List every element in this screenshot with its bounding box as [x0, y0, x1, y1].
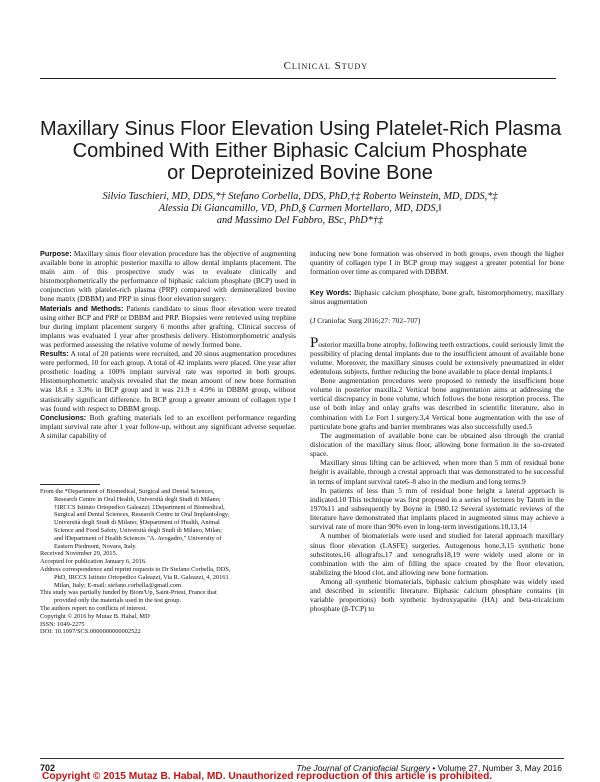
- abstract-methods: [40, 304, 296, 349]
- introduction: [310, 334, 564, 614]
- abstract-purpose: [40, 249, 296, 304]
- intro-text: osterior maxilla bone atrophy, following teeth extractions, could seriously limit the possibility of placing dental implants due to the insufficient amount of available bone volume. Moreover, the maxillary sinuses could be extensively pneumatized in elder edentulous subjects, further reducing the bone available to place dental implants.1: [310, 339, 564, 376]
- footnote-line: Copyright © 2016 by Mutaz B. Habal, MD: [40, 612, 150, 620]
- authors-line-2: Alessia Di Giancamillo, VD, PhD,§ Carmen Mortellaro, MD, DDS,‖: [158, 203, 442, 214]
- intro-paragraph-3: The augmentation of available bone can be obtained also through the cranial dislocation of the maxillary sinus floor, allowing bone formation in the so-created space.: [310, 430, 564, 459]
- footnote-line: The authors report no conflicts of interest.: [40, 604, 147, 612]
- footnote-line: From the *Department of Biomedical, Surgical and Dental Sciences,: [40, 488, 215, 495]
- footnote-line: provided only the materials used in the test group.: [54, 597, 182, 605]
- intro-paragraph-5: In patients of less than 5 mm of residual bone height a lateral approach is indicated.10 This technique was first proposed in a series of lectures by Tatum in the 1970s11 and subsequently by Boyne in 1980.12 Several systematic reviews of the literature have demonstrated that implants placed in augmented sinus may achieve a survival rate of more than 90% even in long-term investigations.10,13,14: [310, 485, 564, 532]
- intro-paragraph-7: Among all synthetic biomaterials, biphasic calcium phosphate was widely used and described in scientific literature. Biphasic calcium phosphate contains (in variable proportions) both synthetic hydroxyapatite (HA) and beta-tricalcium phosphate (β-TCP) to: [310, 577, 564, 614]
- abstract-conclusions: [40, 413, 296, 440]
- abstract-continuation: inducing new bone formation was observed in both groups, even though the higher quantity of collagen type I in BCP group may suggest a greater potential for bone formation over time as compared with DBBM.: [310, 249, 564, 277]
- author-list: [40, 191, 560, 227]
- keywords-label: Key Words:: [310, 288, 352, 298]
- footnote-line: This study was partially funded by Biom'Up, Saint-Priest, France that: [40, 589, 217, 597]
- footnote-line: Address correspondence and reprint requests to Dr Stefano Corbella, DDS,: [40, 565, 231, 573]
- footnote-line: Milan, Italy; E-mail: stefano.corbella@gmail.com: [54, 581, 182, 589]
- conclusions-label: Conclusions:: [40, 412, 87, 422]
- purpose-label: Purpose:: [40, 249, 72, 258]
- drop-cap: P: [310, 334, 319, 351]
- footnote-line: †IRCCS Istituto Ortopedico Galeazzi; ‡Department of Biomedical,: [54, 503, 225, 511]
- authors-line-1: Silvio Taschieri, MD, DDS,*† Stefano Corbella, DDS, PhD,†‡ Roberto Weinstein, MD, DDS,*‡: [102, 191, 498, 202]
- results-text: A total of 20 patients were recruited, and 20 sinus augmentation procedures were performed, 10 for each group. A total of 42 implants were placed. One year after prosthetic loading a 100% implant survival rate was reported in both groups. Histomorphometric analysis revealed that the mean amount of new bone formation was 18.6 ± 3.3% in BCP group and it was 21.9 ± 4.9% in DBBM group, without statistically significant difference. In BCP group a greater amount of collagen type I was found with respect to DBBM group.: [40, 349, 296, 413]
- journal-issue: • Volume 27, Number 3, May 2016: [430, 763, 562, 773]
- title-line-1: Maxillary Sinus Floor Elevation Using Platelet-Rich Plasma: [40, 118, 562, 140]
- journal-citation: (J Craniofac Surg 2016;27: 702–707): [310, 316, 421, 326]
- right-column: [310, 249, 564, 614]
- section-divider: [40, 78, 556, 79]
- abstract-results: [40, 349, 296, 413]
- purpose-text: Maxillary sinus floor elevation procedure has the objective of augmenting available bone in atrophic posterior maxilla to allow dental implants placement. The main aim of this prospective study was to evaluate clinically and histomorphometrically the performance of biphasic calcium phosphate (BCP) used in conjunction with platelet-rich plasma (PRP) compared with demineralized bovine bone matrix (DBBM) and PRP in sinus floor elevation surgery.: [40, 249, 296, 304]
- footnote-line: Research Centre in Oral Health, Università degli Studi di Milano;: [54, 495, 221, 503]
- methods-label: Materials and Methods:: [40, 303, 124, 313]
- footnotes: [40, 488, 296, 636]
- results-label: Results:: [40, 349, 69, 359]
- footnote-line: DOI: 10.1097/SCS.0000000000002522: [40, 628, 141, 636]
- page-number: 702: [40, 763, 56, 773]
- title-line-3: or Deproteinized Bovine Bone: [167, 162, 433, 184]
- footnote-line: Accepted for publication January 6, 2016.: [40, 558, 147, 566]
- section-label: Clinical Study: [283, 60, 368, 72]
- footnote-line: Surgical and Dental Sciences, Research Centre in Oral Implantology,: [54, 511, 230, 519]
- footnote-line: PhD, IRCCS Istituto Ortopedico Galeazzi, Via R. Galeazzi, 4, 20161: [54, 573, 229, 581]
- copyright-notice: Copyright © 2015 Mutaz B. Habal, MD. Unauthorized reproduction of this article is prohibited.: [42, 771, 493, 782]
- footnote-line: and ‖Department of Health Sciences "A. Avogadro," University of: [54, 534, 222, 542]
- keywords-text: Biphasic calcium phosphate, bone graft, histomorphometry, maxillary sinus augmentation: [310, 288, 564, 307]
- footnote-divider: [40, 484, 100, 485]
- keywords: [310, 288, 564, 306]
- title-line-2: Combined With Either Biphasic Calcium Phosphate: [72, 140, 528, 162]
- abstract: [40, 249, 296, 440]
- intro-paragraph-2: Bone augmentation procedures were proposed to remedy the insufficient bone volume in posterior maxilla.2 Vertical bone augmentation aims at addressing the vertical discrepancy in bone volume, which follows the bone resorption process. The use of both inlay and onlay grafts was described in scientific literature, also in combination with Le Fort I surgery.3,4 Vertical bone augmentation with the use of particulate bone grafts and barrier membranes was also successfully used.5: [310, 376, 564, 431]
- footnote-line: Received November 29, 2015.: [40, 550, 118, 558]
- intro-paragraph-4: Maxillary sinus lifting can be achieved, when more than 5 mm of residual bone height is available, through a crestal approach that was demonstrated to be successful in terms of implant survival rate6–8 also in the medium and long terms.9: [310, 458, 564, 486]
- footnote-line: Università degli Studi di Milano; §Department of Health, Animal: [54, 519, 220, 527]
- conclusions-text: Both grafting materials led to an excellent performance regarding implant survival rate after 1 year follow-up, without any significant adverse sequelae. A similar capability of: [40, 412, 296, 440]
- footnote-line: ISSN: 1049-2275: [40, 620, 85, 628]
- intro-paragraph-1: [310, 334, 564, 376]
- footer-divider: [40, 758, 564, 759]
- footnote-line: Eastern Piedmont, Novara, Italy.: [54, 542, 137, 550]
- authors-line-3: and Massimo Del Fabbro, BSc, PhD*†‡: [216, 215, 384, 226]
- article-title: [40, 118, 560, 184]
- journal-name: The Journal of Craniofacial Surgery: [296, 763, 431, 773]
- footnote-line: Science and Food Safety, Università degli Studi di Milano, Milan;: [54, 526, 222, 534]
- intro-paragraph-6: A number of biomaterials were used and studied for lateral approach maxillary sinus floor elevation (LASFE) surgeries. Autogenous bone,3,15 synthetic bone substitutes,16 allografts,17 and xenografts18,19 were widely used alone or in combination with the aim of filling the space created by the floor elevation, stabilizing the blood clot, and allowing new bone formation.: [310, 531, 564, 577]
- methods-text: Patients candidate to sinus floor elevation were treated using either BCP and PRP or DBBM and PRP. Biopsies were retrieved using trephine bur during implant placement surgery 6 months after grafting. Clinical success of implants was evaluated 1 year after prosthesis delivery. Histomorphometric analysis was performed assessing the relative volume of newly formed bone.: [40, 303, 297, 349]
